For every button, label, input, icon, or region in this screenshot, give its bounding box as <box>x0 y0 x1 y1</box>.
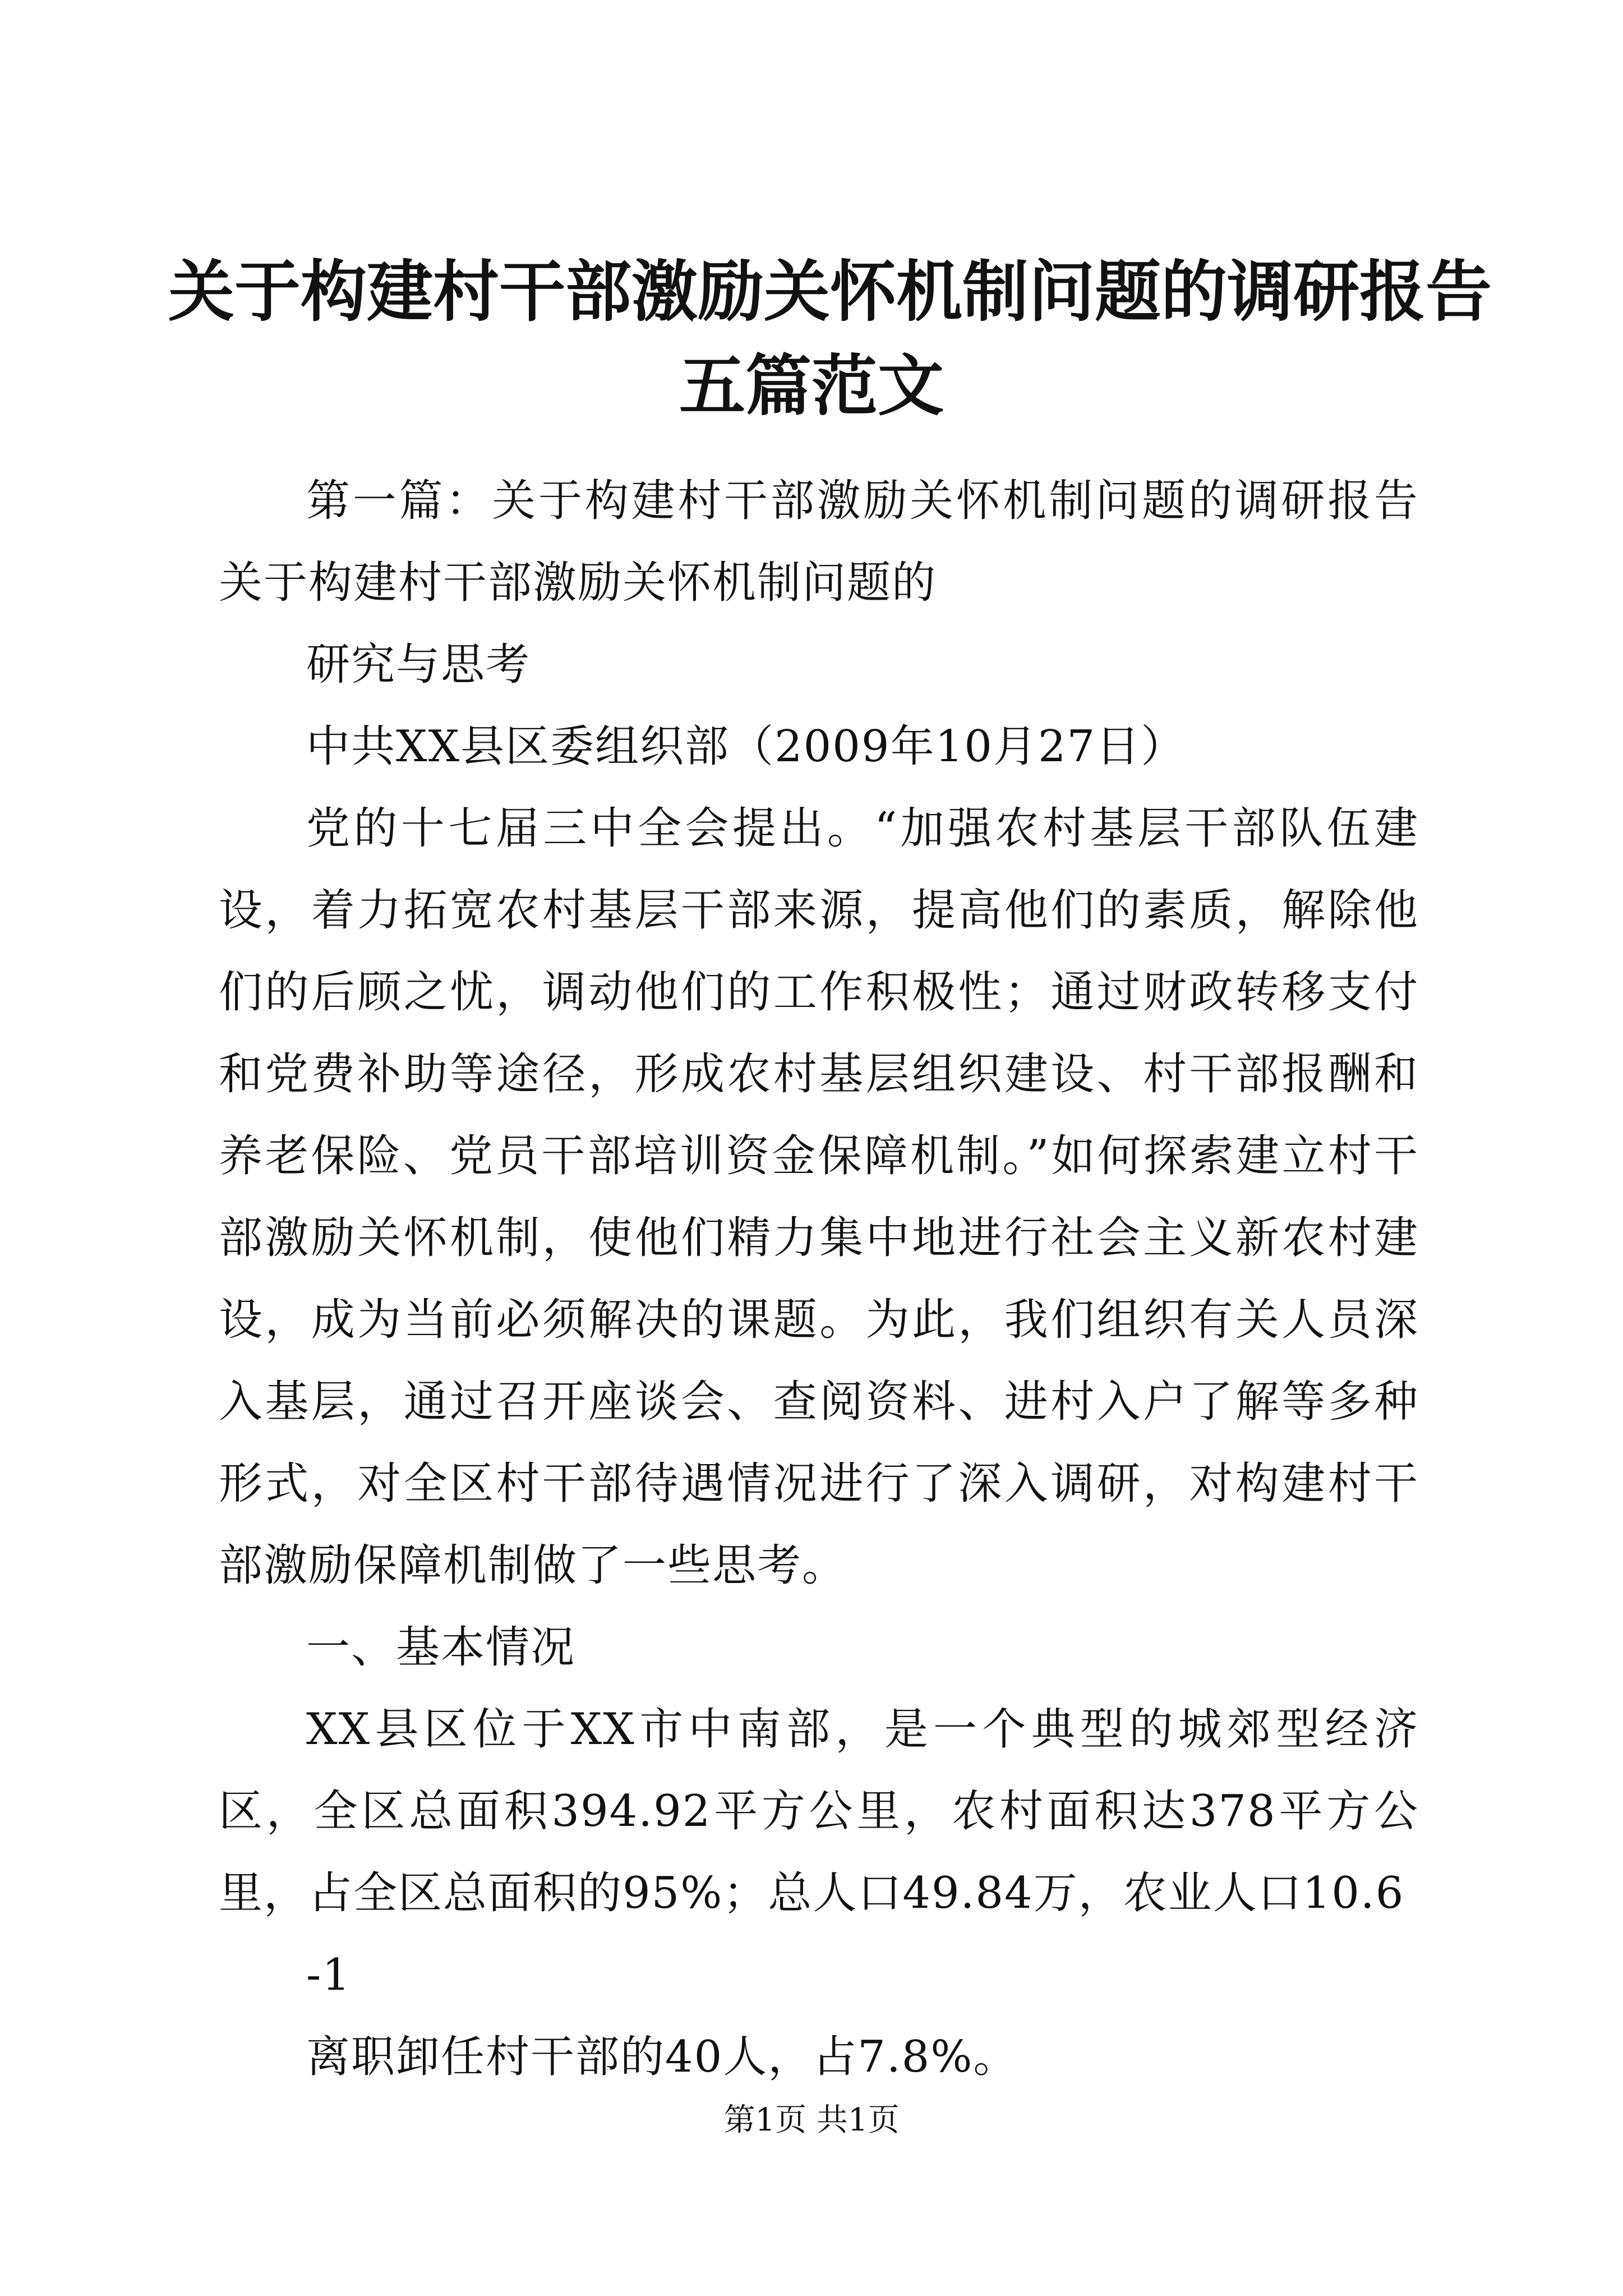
paragraph-resigned-cadres: 离职卸任村干部的40人，占7.8%。 <box>306 2032 1018 2082</box>
document-title-line-2: 五篇范文 <box>679 347 944 425</box>
paragraph-author-date: 中共XX县区委组织部（2009年10月27日） <box>306 721 1186 772</box>
page-footer: 第1页 共1页 <box>723 2102 900 2138</box>
document-body <box>219 460 1419 2098</box>
document-title-line-1: 关于构建村干部激励关怀机制问题的调研报告 <box>168 252 1492 330</box>
paragraph-section-heading: 一、基本情况 <box>306 1622 576 1673</box>
paragraph-basic-info: XX县区位于XX市中南部，是一个典型的城郊型经济区，全区总面积394.92平方公里，农村面积达378平方公里，占全区总面积的95%；总人口49.84万，农业人口10.6 <box>219 1704 1419 1918</box>
paragraph-subtitle: 研究与思考 <box>306 639 531 690</box>
paragraph-fragment: -1 <box>306 1950 351 2000</box>
paragraph-intro: 党的十七届三中全会提出。“加强农村基层干部队伍建设，着力拓宽农村基层干部来源，提高他们的素质，解除他们的后顾之忧，调动他们的工作积极性；通过财政转移支付和党费补助等途径，形成农村基层组织建设、村干部报酬和养老保险、党员干部培训资金保障机制。”如何探索建立村干部激励关怀机制，使他们精力集中地进行社会主义新农村建设，成为当前必须解决的课题。为此，我们组织有关人员深入基层，通过召开座谈会、查阅资料、进村入户了解等多种形式，对全区村干部待遇情况进行了深入调研，对构建村干部激励保障机制做了一些思考。 <box>219 803 1419 1591</box>
paragraph-chapter-heading: 第一篇：关于构建村干部激励关怀机制问题的调研报告关于构建村干部激励关怀机制问题的 <box>219 476 1419 608</box>
